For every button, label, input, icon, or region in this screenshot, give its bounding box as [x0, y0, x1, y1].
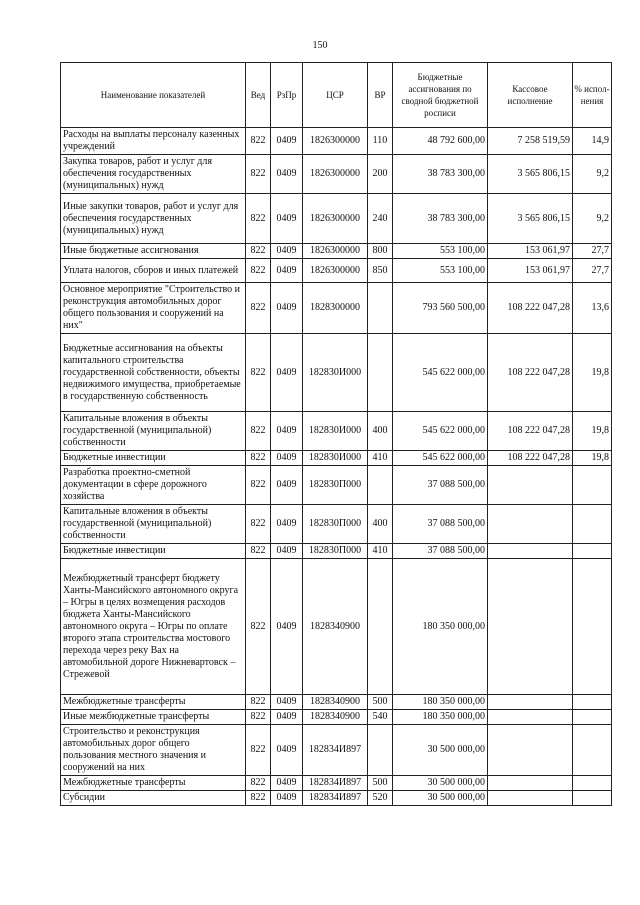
- row-name: Межбюджетные трансферты: [61, 695, 246, 710]
- header-pct: % испол-нения: [573, 63, 612, 128]
- row-cash: 7 258 519,59: [488, 128, 573, 155]
- row-ved: 822: [246, 776, 271, 791]
- header-cash: Кассовое исполнение: [488, 63, 573, 128]
- row-pct: 19,8: [573, 412, 612, 451]
- row-cash: [488, 791, 573, 806]
- row-ved: 822: [246, 505, 271, 544]
- row-name: Закупка товаров, работ и услуг для обеспечения государственных (муниципальных) нужд: [61, 155, 246, 194]
- row-name: Иные бюджетные ассигнования: [61, 244, 246, 259]
- row-ved: 822: [246, 710, 271, 725]
- row-name: Межбюджетный трансферт бюджету Ханты-Мансийского автономного округа – Югры в целях возмещения расходов бюджета Ханты-Мансийского автономного округа – Югры по оплате второго этапа строительства мостового перехода через реку Вах на автомобильной дороге Нижневартовск – Стрежевой: [61, 559, 246, 695]
- row-pct: 9,2: [573, 155, 612, 194]
- row-vr: 110: [368, 128, 393, 155]
- row-cash: [488, 466, 573, 505]
- table-row: [61, 451, 612, 466]
- row-csr: 182830И000: [303, 334, 368, 412]
- row-ved: 822: [246, 412, 271, 451]
- row-ved: 822: [246, 466, 271, 505]
- row-rzpr: 0409: [271, 128, 303, 155]
- table-row: [61, 710, 612, 725]
- row-budget: 37 088 500,00: [393, 466, 488, 505]
- header-budget: Бюджетные ассигнования по сводной бюджетной росписи: [393, 63, 488, 128]
- row-csr: 1826300000: [303, 128, 368, 155]
- row-csr: 182830П000: [303, 466, 368, 505]
- row-rzpr: 0409: [271, 505, 303, 544]
- row-cash: 3 565 806,15: [488, 155, 573, 194]
- row-budget: 37 088 500,00: [393, 544, 488, 559]
- row-name: Бюджетные ассигнования на объекты капитального строительства государственной собственности, объекты недвижимого имущества, приобретаемые в государственную собственность: [61, 334, 246, 412]
- row-vr: [368, 283, 393, 334]
- row-cash: 108 222 047,28: [488, 283, 573, 334]
- row-vr: [368, 725, 393, 776]
- header-vr: ВР: [368, 63, 393, 128]
- row-name: Основное мероприятие "Строительство и реконструкция автомобильных дорог общего пользования и сооружений на них": [61, 283, 246, 334]
- row-csr: 182830П000: [303, 544, 368, 559]
- row-rzpr: 0409: [271, 559, 303, 695]
- row-csr: 182830И000: [303, 412, 368, 451]
- table-row: [61, 155, 612, 194]
- table-row: [61, 791, 612, 806]
- page-number: 150: [312, 40, 328, 51]
- row-budget: 553 100,00: [393, 259, 488, 283]
- row-name: Субсидии: [61, 791, 246, 806]
- row-pct: [573, 505, 612, 544]
- row-cash: 108 222 047,28: [488, 451, 573, 466]
- row-rzpr: 0409: [271, 283, 303, 334]
- row-rzpr: 0409: [271, 259, 303, 283]
- table-row: [61, 505, 612, 544]
- row-vr: 410: [368, 544, 393, 559]
- row-rzpr: 0409: [271, 155, 303, 194]
- row-cash: 153 061,97: [488, 244, 573, 259]
- row-vr: [368, 334, 393, 412]
- row-cash: [488, 776, 573, 791]
- row-csr: 1826300000: [303, 194, 368, 244]
- row-vr: 400: [368, 505, 393, 544]
- row-cash: 108 222 047,28: [488, 334, 573, 412]
- row-pct: [573, 791, 612, 806]
- row-budget: 30 500 000,00: [393, 725, 488, 776]
- row-vr: 500: [368, 776, 393, 791]
- row-pct: [573, 559, 612, 695]
- row-csr: 1828340900: [303, 695, 368, 710]
- table-row: [61, 544, 612, 559]
- row-csr: 182834И897: [303, 776, 368, 791]
- row-name: Капитальные вложения в объекты государственной (муниципальной) собственности: [61, 412, 246, 451]
- row-name: Разработка проектно-сметной документации в сфере дорожного хозяйства: [61, 466, 246, 505]
- row-ved: 822: [246, 791, 271, 806]
- table-header-row: [61, 63, 612, 128]
- row-csr: 182830И000: [303, 451, 368, 466]
- row-name: Капитальные вложения в объекты государственной (муниципальной) собственности: [61, 505, 246, 544]
- row-vr: 540: [368, 710, 393, 725]
- row-cash: [488, 505, 573, 544]
- row-pct: 19,8: [573, 451, 612, 466]
- row-budget: 545 622 000,00: [393, 412, 488, 451]
- row-cash: [488, 695, 573, 710]
- header-rzpr: РзПр: [271, 63, 303, 128]
- row-ved: 822: [246, 244, 271, 259]
- row-name: Иные межбюджетные трансферты: [61, 710, 246, 725]
- row-budget: 180 350 000,00: [393, 710, 488, 725]
- row-rzpr: 0409: [271, 544, 303, 559]
- row-cash: [488, 559, 573, 695]
- row-ved: 822: [246, 695, 271, 710]
- row-budget: 38 783 300,00: [393, 155, 488, 194]
- row-budget: 37 088 500,00: [393, 505, 488, 544]
- row-budget: 30 500 000,00: [393, 791, 488, 806]
- row-csr: 1828340900: [303, 710, 368, 725]
- row-rzpr: 0409: [271, 334, 303, 412]
- row-pct: [573, 710, 612, 725]
- row-rzpr: 0409: [271, 791, 303, 806]
- row-vr: 240: [368, 194, 393, 244]
- row-pct: 9,2: [573, 194, 612, 244]
- table-row: [61, 283, 612, 334]
- row-name: Межбюджетные трансферты: [61, 776, 246, 791]
- row-csr: 182834И897: [303, 791, 368, 806]
- row-pct: 13,6: [573, 283, 612, 334]
- row-budget: 180 350 000,00: [393, 695, 488, 710]
- table-row: [61, 466, 612, 505]
- row-cash: [488, 710, 573, 725]
- row-rzpr: 0409: [271, 776, 303, 791]
- row-name: Уплата налогов, сборов и иных платежей: [61, 259, 246, 283]
- row-ved: 822: [246, 194, 271, 244]
- row-pct: 19,8: [573, 334, 612, 412]
- row-ved: 822: [246, 725, 271, 776]
- budget-execution-table: [60, 62, 612, 806]
- row-csr: 182834И897: [303, 725, 368, 776]
- row-cash: 108 222 047,28: [488, 412, 573, 451]
- row-csr: 182830П000: [303, 505, 368, 544]
- row-rzpr: 0409: [271, 451, 303, 466]
- row-vr: [368, 559, 393, 695]
- row-budget: 553 100,00: [393, 244, 488, 259]
- header-csr: ЦСР: [303, 63, 368, 128]
- row-vr: 520: [368, 791, 393, 806]
- table-row: [61, 776, 612, 791]
- row-budget: 793 560 500,00: [393, 283, 488, 334]
- row-pct: [573, 725, 612, 776]
- table-row: [61, 128, 612, 155]
- row-vr: [368, 466, 393, 505]
- row-ved: 822: [246, 559, 271, 695]
- row-cash: 3 565 806,15: [488, 194, 573, 244]
- row-ved: 822: [246, 259, 271, 283]
- row-rzpr: 0409: [271, 244, 303, 259]
- table-row: [61, 194, 612, 244]
- table-row: [61, 259, 612, 283]
- row-pct: 27,7: [573, 244, 612, 259]
- row-rzpr: 0409: [271, 695, 303, 710]
- table-row: [61, 334, 612, 412]
- table-row: [61, 559, 612, 695]
- row-pct: 27,7: [573, 259, 612, 283]
- row-csr: 1828300000: [303, 283, 368, 334]
- row-name: Бюджетные инвестиции: [61, 451, 246, 466]
- row-rzpr: 0409: [271, 466, 303, 505]
- row-rzpr: 0409: [271, 412, 303, 451]
- row-ved: 822: [246, 544, 271, 559]
- row-budget: 38 783 300,00: [393, 194, 488, 244]
- row-pct: [573, 544, 612, 559]
- row-name: Строительство и реконструкция автомобильных дорог общего пользования местного значения и сооружений на них: [61, 725, 246, 776]
- row-cash: [488, 544, 573, 559]
- table-row: [61, 412, 612, 451]
- row-vr: 500: [368, 695, 393, 710]
- header-ved: Вед: [246, 63, 271, 128]
- row-ved: 822: [246, 155, 271, 194]
- row-pct: [573, 695, 612, 710]
- row-cash: [488, 725, 573, 776]
- row-budget: 30 500 000,00: [393, 776, 488, 791]
- row-rzpr: 0409: [271, 194, 303, 244]
- table-row: [61, 695, 612, 710]
- row-csr: 1826300000: [303, 244, 368, 259]
- row-budget: 48 792 600,00: [393, 128, 488, 155]
- row-csr: 1826300000: [303, 259, 368, 283]
- row-name: Расходы на выплаты персоналу казенных учреждений: [61, 128, 246, 155]
- row-vr: 200: [368, 155, 393, 194]
- row-vr: 410: [368, 451, 393, 466]
- header-name: Наименование показателей: [61, 63, 246, 128]
- row-pct: [573, 776, 612, 791]
- row-csr: 1828340900: [303, 559, 368, 695]
- row-ved: 822: [246, 283, 271, 334]
- row-ved: 822: [246, 451, 271, 466]
- row-csr: 1826300000: [303, 155, 368, 194]
- row-budget: 545 622 000,00: [393, 451, 488, 466]
- table-row: [61, 244, 612, 259]
- row-pct: [573, 466, 612, 505]
- row-budget: 545 622 000,00: [393, 334, 488, 412]
- row-pct: 14,9: [573, 128, 612, 155]
- row-ved: 822: [246, 128, 271, 155]
- table-row: [61, 725, 612, 776]
- row-vr: 400: [368, 412, 393, 451]
- row-name: Иные закупки товаров, работ и услуг для обеспечения государственных (муниципальных) нужд: [61, 194, 246, 244]
- row-cash: 153 061,97: [488, 259, 573, 283]
- row-rzpr: 0409: [271, 725, 303, 776]
- row-rzpr: 0409: [271, 710, 303, 725]
- row-vr: 800: [368, 244, 393, 259]
- row-vr: 850: [368, 259, 393, 283]
- row-ved: 822: [246, 334, 271, 412]
- row-budget: 180 350 000,00: [393, 559, 488, 695]
- row-name: Бюджетные инвестиции: [61, 544, 246, 559]
